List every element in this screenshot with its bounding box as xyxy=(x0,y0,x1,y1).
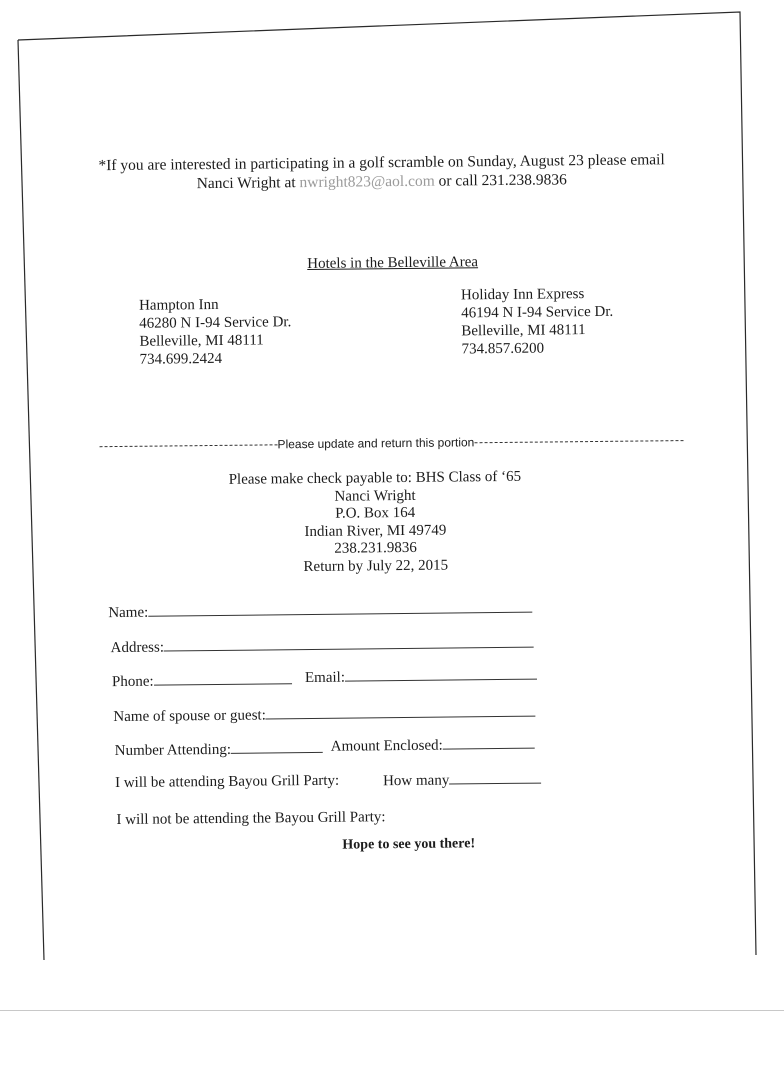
tear-off-divider xyxy=(99,432,695,455)
amount-field[interactable] xyxy=(331,734,535,756)
bayou-not-attending-row xyxy=(116,809,385,829)
payee-po-box: P.O. Box 164 xyxy=(335,504,416,522)
how-many-blank[interactable] xyxy=(449,769,541,785)
how-many-label: How many xyxy=(382,772,450,790)
spouse-field[interactable] xyxy=(113,702,536,726)
hotel-phone: 734.699.2424 xyxy=(139,350,223,368)
phone-blank[interactable] xyxy=(154,669,292,685)
email-blank[interactable] xyxy=(345,665,537,682)
payable-to: Please make check payable to: BHS Class of ‘65 xyxy=(228,468,522,488)
hotel-name: Holiday Inn Express xyxy=(460,286,585,304)
spouse-blank[interactable] xyxy=(266,702,536,720)
hotel-address: 46194 N I-94 Service Dr. xyxy=(461,303,614,322)
bayou-not-attending-label: I will not be attending the Bayou Grill Party: xyxy=(116,809,386,829)
hotel-phone: 734.857.6200 xyxy=(461,340,545,358)
spouse-label: Name of spouse or guest: xyxy=(113,707,266,726)
bayou-attending-label: I will be attending Bayou Grill Party: xyxy=(114,772,340,792)
hotel-city: Belleville, MI 48111 xyxy=(461,322,586,340)
payee-phone: 238.231.9836 xyxy=(334,539,417,557)
attending-field[interactable] xyxy=(115,738,323,760)
golf-contact-email[interactable]: nwright823@aol.com xyxy=(299,172,435,192)
payee-name: Nanci Wright xyxy=(334,487,416,505)
email-label: Email: xyxy=(304,669,346,687)
golf-contact-suffix: or call 231.238.9836 xyxy=(434,171,567,190)
phone-label: Phone: xyxy=(111,673,154,691)
amount-blank[interactable] xyxy=(443,734,535,750)
address-field[interactable] xyxy=(111,633,535,657)
name-field[interactable] xyxy=(108,598,532,622)
hotel-address: 46280 N I-94 Service Dr. xyxy=(139,314,292,332)
golf-notice xyxy=(81,150,681,194)
name-blank[interactable] xyxy=(148,598,532,617)
attending-label: Number Attending: xyxy=(114,741,232,760)
closing-message: Hope to see you there! xyxy=(342,836,476,853)
dashed-line-left xyxy=(100,445,278,448)
name-label: Name: xyxy=(108,604,149,622)
divider-label: Please update and return this portion xyxy=(277,435,475,452)
bayou-attending-row xyxy=(115,773,339,792)
payment-instructions xyxy=(175,468,576,577)
return-by: Return by July 22, 2015 xyxy=(303,557,449,575)
hotel-name: Hampton Inn xyxy=(138,296,219,314)
address-blank[interactable] xyxy=(164,633,534,652)
payee-city: Indian River, MI 49749 xyxy=(304,522,447,540)
how-many-field[interactable] xyxy=(383,769,541,791)
dashed-line-right xyxy=(474,440,683,443)
hotels-heading: Hotels in the Belleville Area xyxy=(307,254,479,273)
hotel-city: Belleville, MI 48111 xyxy=(139,332,264,350)
form-page xyxy=(20,6,752,960)
address-label: Address: xyxy=(110,639,165,657)
hotel-hampton xyxy=(139,295,292,369)
phone-field[interactable] xyxy=(112,669,292,691)
hotel-holiday-inn xyxy=(461,285,614,359)
attending-blank[interactable] xyxy=(231,738,323,754)
email-field[interactable] xyxy=(305,665,537,687)
scan-edge xyxy=(0,1010,784,1011)
amount-label: Amount Enclosed: xyxy=(330,737,443,755)
golf-notice-line1: *If you are interested in participating in a golf scramble on Sunday, August 23 please email xyxy=(98,151,665,175)
golf-contact-prefix: Nanci Wright at xyxy=(196,174,300,193)
